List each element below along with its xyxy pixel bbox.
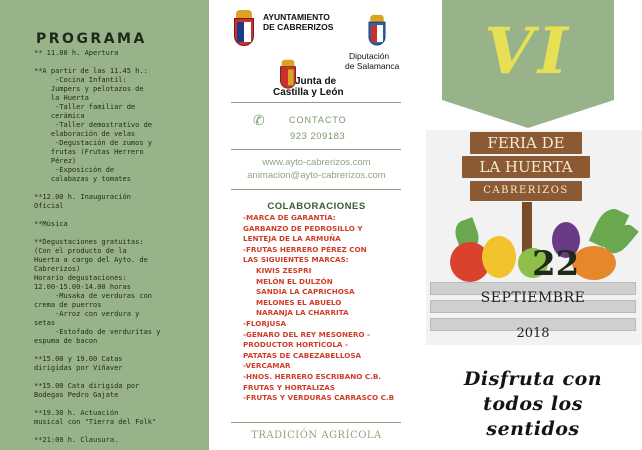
slogan-line3: sentidos [486,418,580,440]
programa-line: Pérez) [34,157,77,165]
programa-line: **15.00 Cata dirigida por [34,382,140,390]
harvest-illustration [426,130,642,345]
colaborador-line: -GENARO DEL REY MESONERO - [243,329,371,339]
colaborador-line: SANDÍA LA CAPRICHOSA [256,287,355,297]
divider [231,149,401,150]
programa-title: PROGRAMA [36,31,147,47]
diputacion-crest-icon [366,15,388,47]
info-column [209,0,424,450]
programa-line: -Taller familiar de [34,103,136,111]
programa-line [34,400,206,409]
programa-line: frutas (Frutas Herrero [34,148,144,156]
programa-line [34,346,206,355]
programa-line: 12.00-15.00-14.00 horas [34,283,131,291]
junta-line2: Castilla y León [273,87,344,98]
programa-line: la Huerta [34,94,89,102]
programa-line: Cabrerizos) [34,265,81,273]
ayuntamiento-line2: DE CABRERIZOS [263,22,334,32]
colaborador-line: FRUTAS Y HORTALIZAS [243,382,336,392]
edition-banner-tip [442,100,614,128]
programa-line: crema de puerros [34,301,102,309]
programa-panel [0,0,209,450]
programa-line: calabazas y tomates [34,175,131,183]
programa-line: Bodegas Pedro Gajate [34,391,119,399]
programa-line: (Con el producto de la [34,247,127,255]
colaborador-line: MELÓN EL DULZÓN [256,276,333,286]
programa-line: **A partir de las 11.45 h.: [34,67,148,75]
programa-line: **15.00 y 19.00 Catas [34,355,123,363]
programa-line: Huerta a cargo del Ayto. de [34,256,148,264]
divider [231,189,401,190]
programa-line: **Música [34,220,68,228]
programa-line: Horario degustaciones: [34,274,127,282]
colaborador-line: NARANJA LA CHARRITA [256,308,349,318]
cover-panel [424,0,642,450]
programa-line: -Exposición de [34,166,115,174]
ayuntamiento-crest-icon [231,10,257,48]
tradicion-agricola: TRADICIÓN AGRÍCOLA [251,430,382,441]
edition-number: VI [484,14,572,89]
phone-icon: ✆ [253,112,265,128]
colaborador-line: PATATAS DE CABEZABELLOSA [243,350,362,360]
contact-phone: 923 209183 [290,131,346,142]
colaboraciones-list [243,213,423,404]
colaborador-line: -FLORJUSA [243,318,287,328]
programa-line [34,427,206,436]
programa-line [34,229,206,238]
diputacion-line2: de Salamanca [345,61,400,71]
programa-line: **21:00 h. Clausura. [34,436,119,444]
slogan-line1: Disfruta con [463,368,603,390]
contact-title: CONTACTO [289,115,347,125]
programa-line [34,184,206,193]
programa-line: -Taller demostrativo de [34,121,153,129]
programa-line: -Estofado de verduritas y [34,328,161,336]
colaborador-line: -MARCA DE GARANTÍA: [243,213,336,222]
event-month: SEPTIEMBRE [480,290,586,306]
programa-line: -Musaka de verduras con [34,292,153,300]
colaborador-line: -FRUTAS HERRERO PÉREZ CON [243,244,367,254]
divider [231,102,401,103]
programa-line: **Degustaciones gratuitas: [34,238,144,246]
programa-line: dirigidas por Viñaver [34,364,123,372]
diputacion-line1: Diputación [349,51,390,61]
contact-web[interactable]: www.ayto-cabrerizos.com [262,157,371,168]
programa-line: setas [34,319,56,327]
programa-line: -Degustación de zumos y [34,139,153,147]
contact-email[interactable]: animacion@ayto-cabrerizos.com [247,170,386,181]
ayuntamiento-line1: AYUNTAMIENTO [263,12,330,22]
colaborador-line: -VERCAMAR [243,361,291,371]
slogan-line2: todos los [483,393,583,415]
colaborador-line: MELONES EL ABUELO [256,297,342,307]
colaborador-line: -HNOS. HERRERO ESCRIBANO C.B. [243,371,382,381]
event-day: 22 [532,244,580,284]
programa-line: cerámica [34,112,85,120]
pepper-icon [482,236,516,278]
sign-line1: FERIA DE [470,132,582,154]
programa-line [34,211,206,220]
colaborador-line: LAS SIGUIENTES MARCAS: [243,255,349,265]
programa-line: musical con "Tierra del Folk" [34,418,157,426]
divider [231,422,401,423]
junta-line1: Junta de [295,76,337,87]
programa-line: espuma de bacon [34,337,98,345]
programa-line: Jumpers y pelotazos de [34,85,144,93]
colaborador-line: LENTEJA DE LA ARMUÑA [243,234,341,244]
programa-line [34,58,206,67]
programa-line: elaboración de velas [34,130,136,138]
sign-line3: CABRERIZOS [470,181,582,201]
sign-line2: LA HUERTA [462,156,590,178]
programa-line: -Arroz con verdura y [34,310,140,318]
programa-line: **19.30 h. Actuación [34,409,119,417]
programa-line [34,373,206,382]
programa-list [34,49,206,445]
colaborador-line: GARBANZO DE PEDROSILLO Y [243,223,363,233]
programa-line: **12.00 h. Inauguración [34,193,131,201]
event-year: 2018 [516,326,550,341]
colaborador-line: -FRUTAS Y VERDURAS CARRASCO C.B [243,393,395,403]
colaboraciones-title: COLABORACIONES [267,201,366,212]
programa-line: ** 11.00 h. Apertura [34,49,119,57]
colaborador-line: KIWIS ZESPRI [256,265,312,275]
programa-line: -Cocina Infantil: [34,76,127,84]
programa-line: Oficial [34,202,64,210]
colaborador-line: PRODUCTOR HORTÍCOLA - [243,340,348,350]
